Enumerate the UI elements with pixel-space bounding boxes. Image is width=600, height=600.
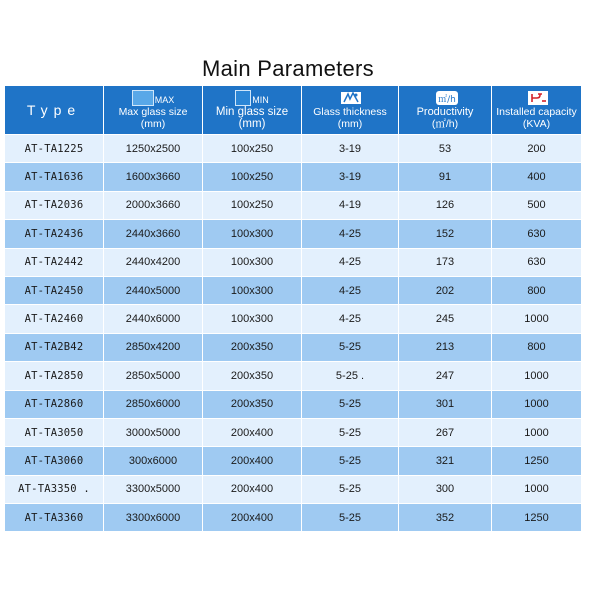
table-row	[5, 362, 581, 389]
cell-type: AT-TA2460	[5, 305, 103, 332]
cell-min: 100x250	[203, 192, 301, 219]
max-tag: MAX	[154, 95, 175, 105]
cell-productivity: 300	[399, 476, 491, 503]
cell-thickness: 5-25	[302, 391, 398, 418]
cell-thickness: 5-25	[302, 476, 398, 503]
page-title: Main Parameters	[201, 56, 374, 81]
glass-thickness-icon	[340, 90, 360, 106]
cell-thickness: 4-25	[302, 305, 398, 332]
cell-thickness: 4-19	[302, 192, 398, 219]
cell-capacity: 630	[492, 249, 581, 276]
table-row	[5, 447, 581, 474]
max-unit: (mm)	[140, 118, 166, 130]
cell-capacity: 1000	[492, 305, 581, 332]
table-row	[5, 135, 581, 162]
cell-productivity: 53	[399, 135, 491, 162]
table-row	[5, 192, 581, 219]
table-row	[5, 334, 581, 361]
cell-productivity: 91	[399, 163, 491, 190]
cell-productivity: 173	[399, 249, 491, 276]
header-min-glass-size	[203, 86, 301, 134]
table-row	[5, 220, 581, 247]
header-type: Type	[5, 86, 103, 134]
cell-type: AT-TA3360	[5, 504, 103, 531]
table-row	[5, 476, 581, 503]
power-plug-icon	[527, 90, 547, 106]
cell-type: AT-TA2442	[5, 249, 103, 276]
cell-thickness: 3-19	[302, 163, 398, 190]
cell-productivity: 247	[399, 362, 491, 389]
productivity-label: Productivity	[416, 106, 474, 118]
cell-productivity: 213	[399, 334, 491, 361]
cell-capacity: 800	[492, 334, 581, 361]
cell-type: AT-TA2450	[5, 277, 103, 304]
min-label: Min glass size	[215, 106, 289, 118]
cell-productivity: 321	[399, 447, 491, 474]
cell-capacity: 500	[492, 192, 581, 219]
cell-min: 200x400	[203, 447, 301, 474]
cell-max: 1250x2500	[104, 135, 202, 162]
capacity-label: Installed capacity	[496, 106, 577, 118]
cell-min: 200x350	[203, 391, 301, 418]
thickness-unit: (mm)	[337, 118, 363, 130]
cell-max: 2440x6000	[104, 305, 202, 332]
table-row	[5, 504, 581, 531]
cell-capacity: 800	[492, 277, 581, 304]
cell-productivity: 352	[399, 504, 491, 531]
cell-type: AT-TA1225	[5, 135, 103, 162]
min-unit: (mm)	[238, 118, 266, 130]
table-row	[5, 249, 581, 276]
cell-max: 2440x5000	[104, 277, 202, 304]
cell-type: AT-TA3060	[5, 447, 103, 474]
header-max-glass-size	[104, 86, 202, 134]
cell-productivity: 301	[399, 391, 491, 418]
glass-box-icon	[132, 90, 154, 106]
cell-productivity: 202	[399, 277, 491, 304]
cell-max: 1600x3660	[104, 163, 202, 190]
min-tag: MIN	[252, 95, 269, 105]
cell-max: 3000x5000	[104, 419, 202, 446]
cell-min: 200x350	[203, 334, 301, 361]
cell-min: 200x350	[203, 362, 301, 389]
cell-thickness: 4-25	[302, 220, 398, 247]
cell-max: 2850x6000	[104, 391, 202, 418]
cell-thickness: 3-19	[302, 135, 398, 162]
cell-capacity: 1000	[492, 476, 581, 503]
cell-max: 3300x6000	[104, 504, 202, 531]
cell-min: 100x250	[203, 163, 301, 190]
productivity-unit: (㎡/h)	[431, 118, 459, 130]
cell-max: 2850x4200	[104, 334, 202, 361]
cell-thickness: 5-25	[302, 419, 398, 446]
cell-min: 100x300	[203, 249, 301, 276]
max-label: Max glass size	[118, 106, 188, 118]
cell-capacity: 200	[492, 135, 581, 162]
table-row	[5, 163, 581, 190]
cell-capacity: 1000	[492, 391, 581, 418]
cell-type: AT-TA1636	[5, 163, 103, 190]
table-row	[5, 277, 581, 304]
cell-type: AT-TA2B42	[5, 334, 103, 361]
cell-capacity: 1000	[492, 419, 581, 446]
cell-productivity: 267	[399, 419, 491, 446]
capacity-unit: (KVA)	[522, 118, 551, 130]
cell-type: AT-TA3350 .	[5, 476, 103, 503]
cell-type: AT-TA3050	[5, 419, 103, 446]
cell-max: 2440x3660	[104, 220, 202, 247]
header-installed-capacity	[492, 86, 581, 134]
cell-capacity: 400	[492, 163, 581, 190]
cell-type: AT-TA2436	[5, 220, 103, 247]
cell-thickness: 4-25	[302, 277, 398, 304]
table-header-row	[5, 86, 581, 134]
table-row	[5, 391, 581, 418]
cell-thickness: 4-25	[302, 249, 398, 276]
cell-capacity: 1250	[492, 504, 581, 531]
cell-min: 100x250	[203, 135, 301, 162]
glass-box-icon	[235, 90, 251, 106]
header-glass-thickness	[302, 86, 398, 134]
cell-max: 300x6000	[104, 447, 202, 474]
header-productivity	[399, 86, 491, 134]
cell-capacity: 1250	[492, 447, 581, 474]
cell-min: 200x400	[203, 476, 301, 503]
cell-type: AT-TA2036	[5, 192, 103, 219]
cell-productivity: 126	[399, 192, 491, 219]
cell-max: 3300x5000	[104, 476, 202, 503]
cell-max: 2440x4200	[104, 249, 202, 276]
table-row	[5, 419, 581, 446]
cell-min: 200x400	[203, 419, 301, 446]
cell-capacity: 630	[492, 220, 581, 247]
thickness-label: Glass thickness	[313, 106, 387, 118]
cell-max: 2850x5000	[104, 362, 202, 389]
cell-capacity: 1000	[492, 362, 581, 389]
cell-thickness: 5-25	[302, 334, 398, 361]
cell-min: 100x300	[203, 220, 301, 247]
cell-min: 200x400	[203, 504, 301, 531]
cell-min: 100x300	[203, 305, 301, 332]
cell-min: 100x300	[203, 277, 301, 304]
cell-productivity: 245	[399, 305, 491, 332]
parameters-table	[4, 85, 582, 532]
table-row	[5, 305, 581, 332]
cell-type: AT-TA2860	[5, 391, 103, 418]
svg-text:㎡/h: ㎡/h	[438, 95, 456, 105]
cell-thickness: 5-25	[302, 504, 398, 531]
productivity-icon	[435, 90, 455, 106]
cell-max: 2000x3660	[104, 192, 202, 219]
cell-thickness: 5-25 .	[302, 362, 398, 389]
cell-productivity: 152	[399, 220, 491, 247]
cell-type: AT-TA2850	[5, 362, 103, 389]
cell-thickness: 5-25	[302, 447, 398, 474]
